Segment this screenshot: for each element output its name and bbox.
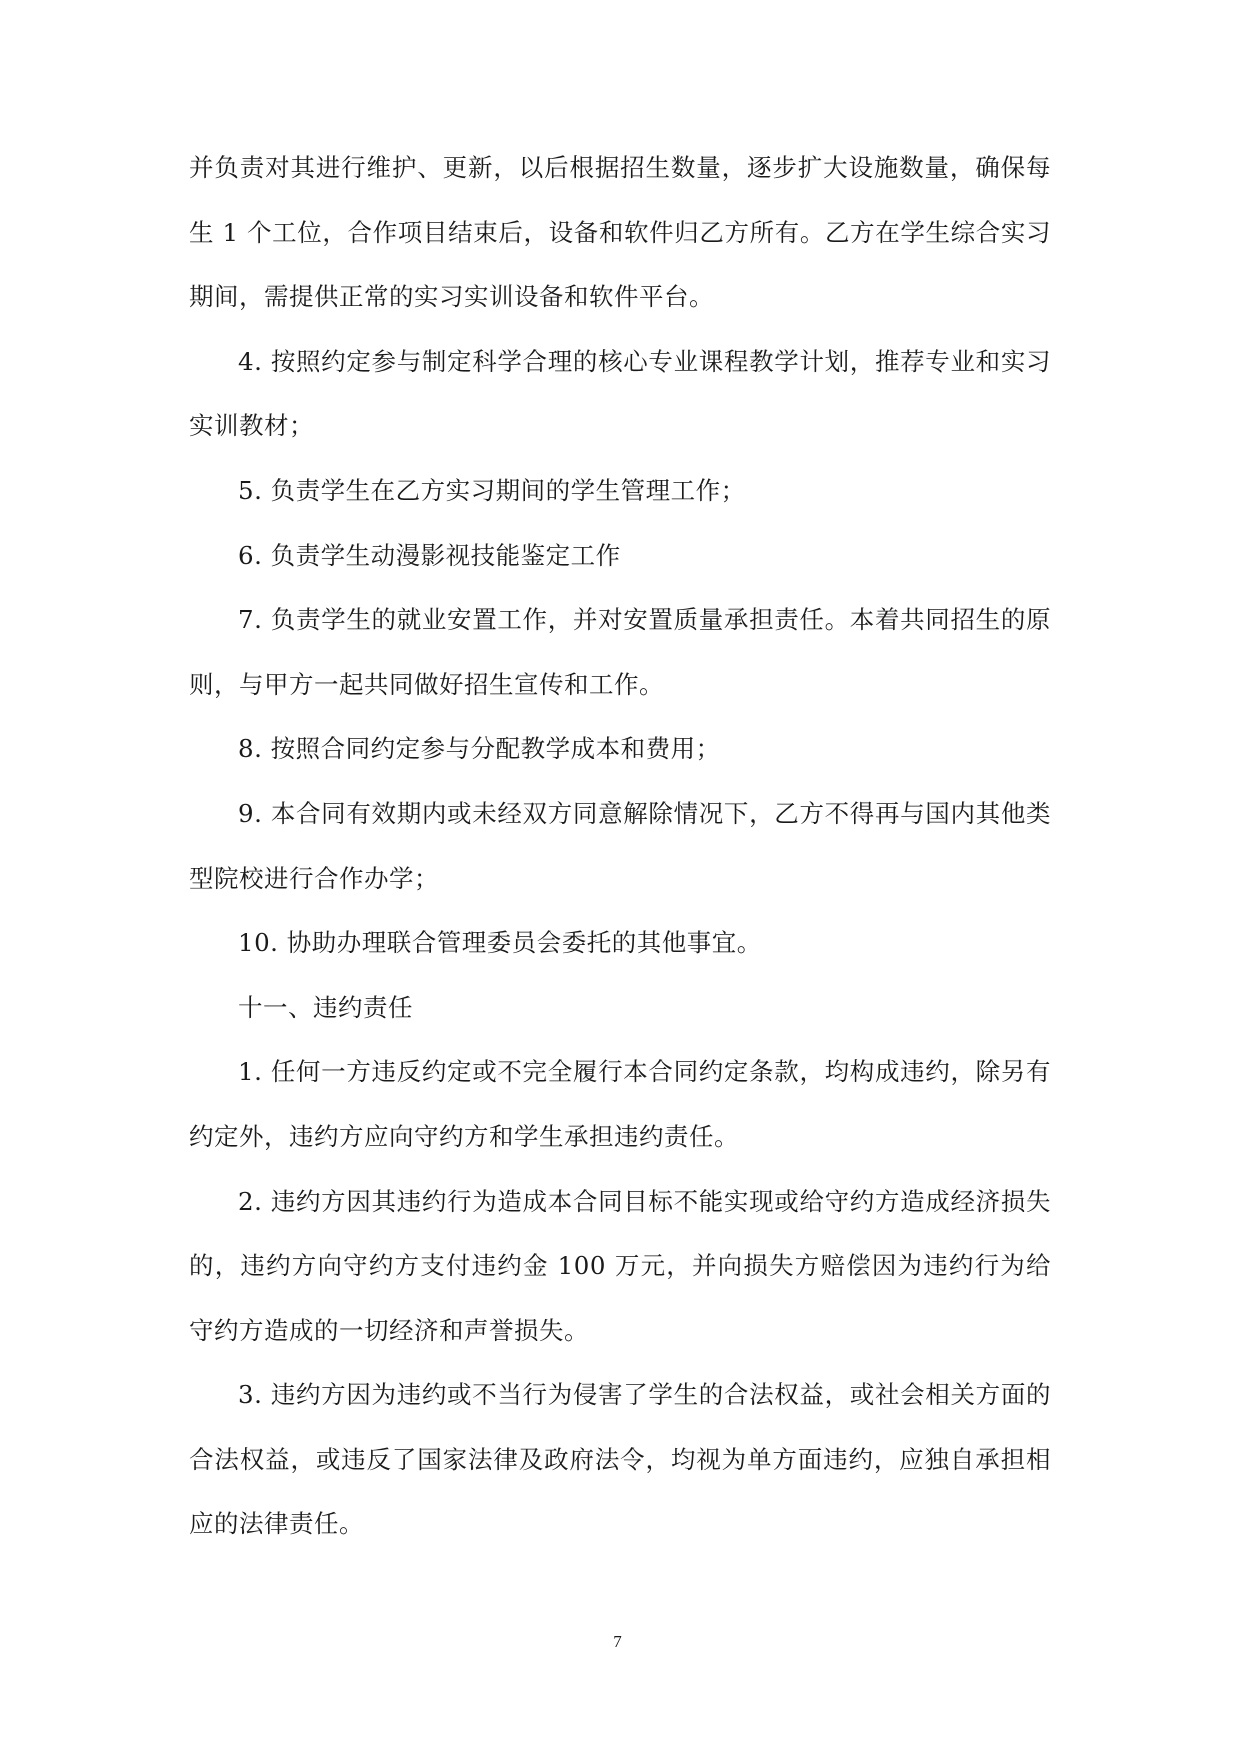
page-number: 7 [613, 1632, 622, 1651]
paragraph-clause-1: 1. 任何一方违反约定或不完全履行本合同约定条款，均构成违约，除另有约定外，违约方应向守约方和学生承担违约责任。 [189, 1057, 1051, 1151]
section-heading: 十一、违约责任 [238, 992, 413, 1022]
paragraph-item-9: 9. 本合同有效期内或未经双方同意解除情况下，乙方不得再与国内其他类型院校进行合作办学； [189, 798, 1051, 893]
paragraph-item-5: 5. 负责学生在乙方实习期间的学生管理工作； [238, 475, 746, 505]
paragraph-continuation: 并负责对其进行维护、更新，以后根据招生数量，逐步扩大设施数量，确保每生 1 个工位，合作项目结束后，设备和软件归乙方所有。乙方在学生综合实习期间，需提供正常的实习实训设备和软件平台。 [189, 153, 1051, 312]
paragraph-item-10: 10. 协助办理联合管理委员会委托的其他事宜。 [238, 928, 762, 958]
document-body [189, 136, 1051, 1557]
paragraph-item-4: 4. 按照约定参与制定科学合理的核心专业课程教学计划，推荐专业和实习实训教材； [189, 346, 1051, 441]
paragraph-clause-2: 2. 违约方因其违约行为造成本合同目标不能实现或给守约方造成经济损失的，违约方向守约方支付违约金 100 万元，并向损失方赔偿因为违约行为给守约方造成的一切经济和声誉损失。 [189, 1186, 1051, 1345]
paragraph-item-6: 6. 负责学生动漫影视技能鉴定工作 [238, 540, 621, 570]
paragraph-clause-3: 3. 违约方因为违约或不当行为侵害了学生的合法权益，或社会相关方面的合法权益，或违反了国家法律及政府法令，均视为单方面违约，应独自承担相应的法律责任。 [189, 1380, 1051, 1539]
paragraph-item-8: 8. 按照合同约定参与分配教学成本和费用； [238, 734, 721, 764]
paragraph-item-7: 7. 负责学生的就业安置工作，并对安置质量承担责任。本着共同招生的原则，与甲方一起共同做好招生宣传和工作。 [189, 605, 1051, 699]
